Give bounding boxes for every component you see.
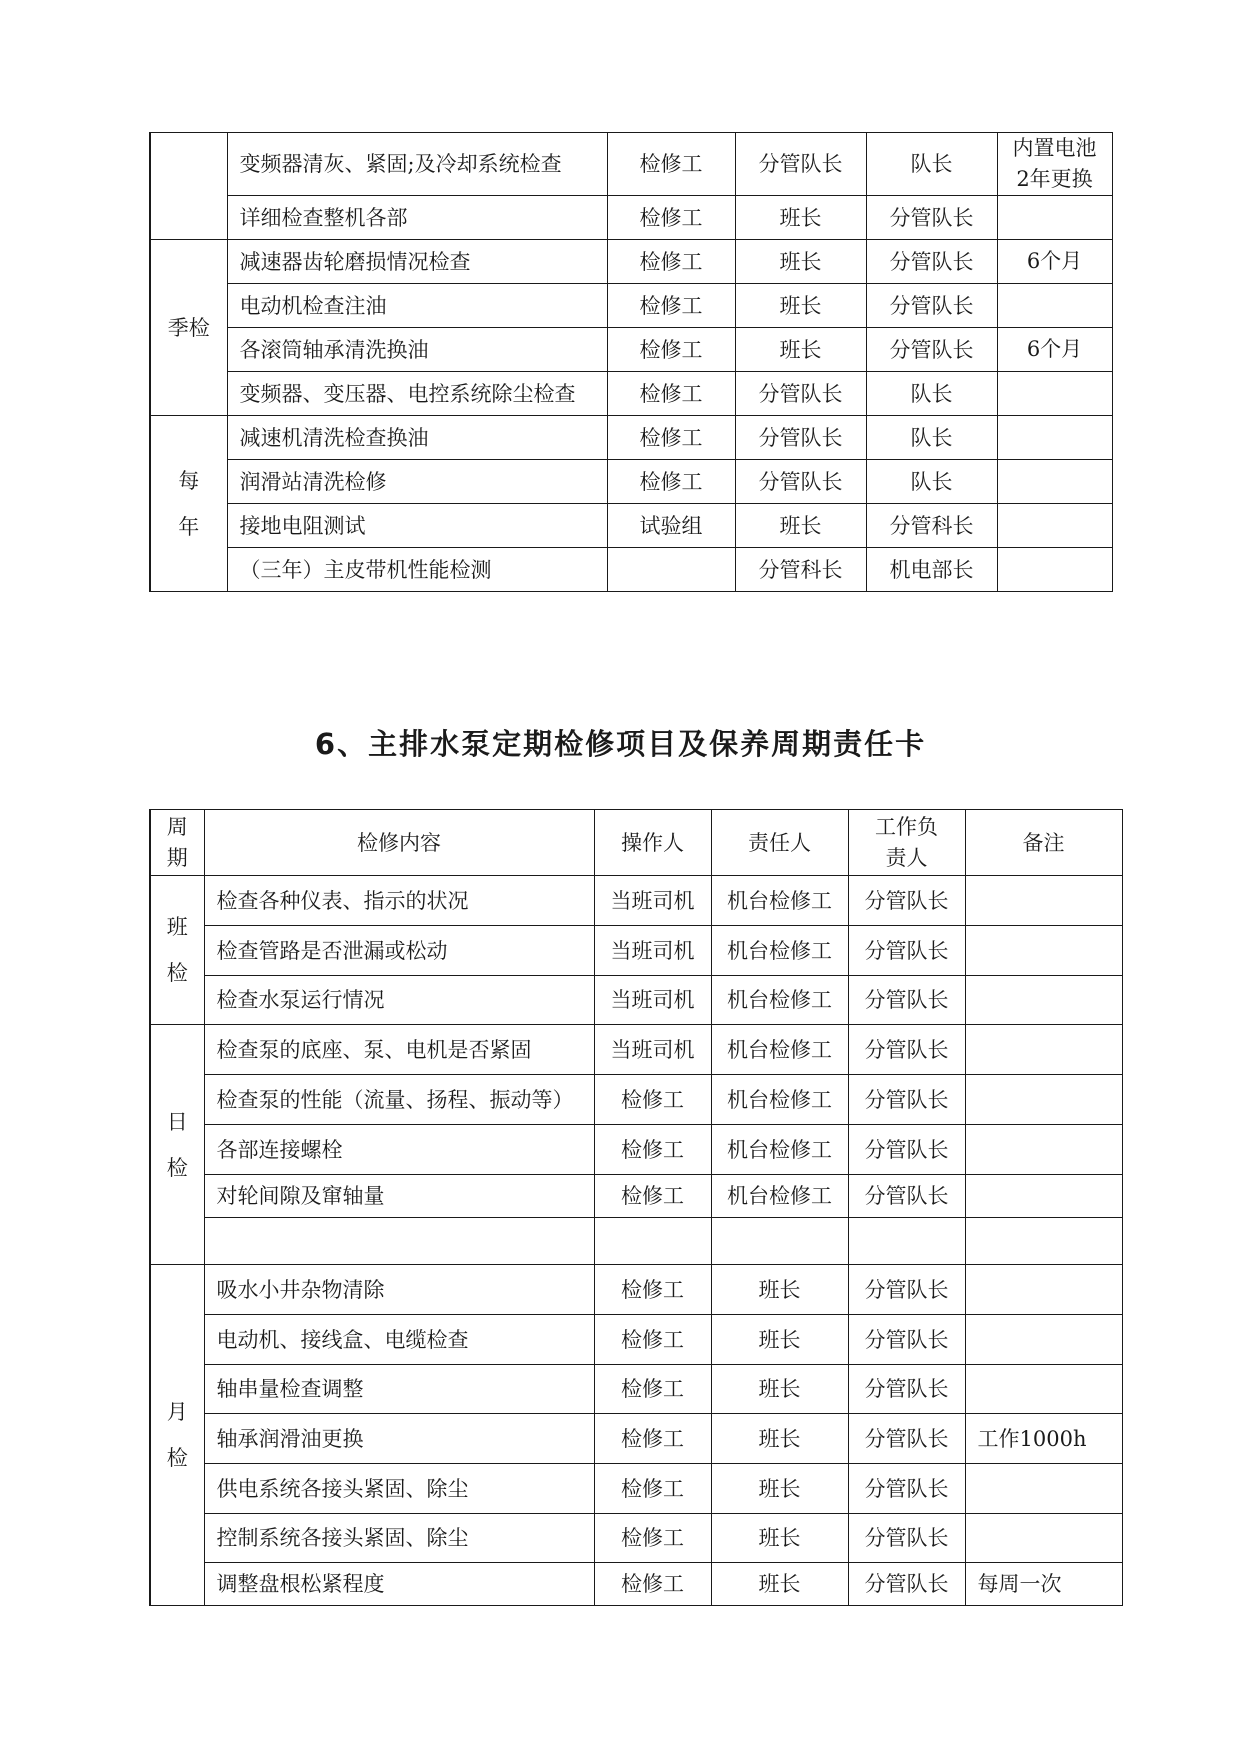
responsible-cell: 机台检修工 xyxy=(711,1075,848,1125)
table-row xyxy=(150,926,1122,976)
period-cell xyxy=(150,1265,204,1606)
note-line: 6个月 xyxy=(1026,249,1083,273)
note-cell xyxy=(965,1265,1122,1315)
table-row xyxy=(150,460,1112,504)
operator-cell: 试验组 xyxy=(607,504,735,548)
responsible-cell: 班长 xyxy=(735,240,866,284)
pump-maintenance-table xyxy=(149,809,1123,1606)
responsible-cell: 班长 xyxy=(711,1365,848,1414)
note-cell xyxy=(965,1175,1122,1218)
content-cell: 检查管路是否泄漏或松动 xyxy=(204,926,594,976)
content-cell: 变频器清灰、紧固;及冷却系统检查 xyxy=(227,133,607,196)
content-cell: 检查泵的底座、泵、电机是否紧固 xyxy=(204,1025,594,1075)
note-cell: 每周一次 xyxy=(965,1563,1122,1606)
period-cell xyxy=(150,240,227,416)
supervisor-cell: 分管科长 xyxy=(866,504,997,548)
supervisor-cell xyxy=(848,1218,965,1265)
operator-cell: 检修工 xyxy=(594,1414,711,1464)
supervisor-cell: 分管队长 xyxy=(848,1265,965,1315)
header-responsible: 责任人 xyxy=(711,810,848,876)
supervisor-cell: 分管队长 xyxy=(866,284,997,328)
period-label: 检 xyxy=(166,1446,188,1470)
note-cell xyxy=(997,328,1112,372)
responsible-cell: 班长 xyxy=(711,1315,848,1365)
supervisor-cell: 分管队长 xyxy=(848,1315,965,1365)
content-cell: 减速器齿轮磨损情况检查 xyxy=(227,240,607,284)
content-cell: 变频器、变压器、电控系统除尘检查 xyxy=(227,372,607,416)
content-cell: 润滑站清洗检修 xyxy=(227,460,607,504)
content-cell: 各部连接螺栓 xyxy=(204,1125,594,1175)
table-row xyxy=(150,1563,1122,1606)
note-cell xyxy=(965,1125,1122,1175)
section-title: 6、主排水泵定期检修项目及保养周期责任卡 xyxy=(314,727,927,761)
note-cell xyxy=(965,1218,1122,1265)
operator-cell: 检修工 xyxy=(607,284,735,328)
operator-cell xyxy=(594,1218,711,1265)
content-cell: 检查水泵运行情况 xyxy=(204,976,594,1025)
period-cell xyxy=(150,1025,204,1265)
supervisor-cell: 队长 xyxy=(866,460,997,504)
note-cell xyxy=(997,240,1112,284)
operator-cell xyxy=(607,548,735,592)
content-cell: 详细检查整机各部 xyxy=(227,196,607,240)
responsible-cell: 机台检修工 xyxy=(711,1125,848,1175)
responsible-cell: 班长 xyxy=(711,1414,848,1464)
supervisor-cell: 队长 xyxy=(866,416,997,460)
note-line: 内置电池 xyxy=(1012,136,1097,160)
note-cell xyxy=(965,1464,1122,1514)
responsible-cell: 分管队长 xyxy=(735,133,866,196)
operator-cell: 检修工 xyxy=(594,1315,711,1365)
supervisor-cell: 分管队长 xyxy=(848,1125,965,1175)
note-cell xyxy=(997,504,1112,548)
table-row xyxy=(150,1464,1122,1514)
table-row xyxy=(150,1265,1122,1315)
period-cell xyxy=(150,133,227,240)
supervisor-cell: 分管队长 xyxy=(848,876,965,926)
table-row xyxy=(150,976,1122,1025)
period-label: 年 xyxy=(178,514,200,539)
table-row xyxy=(150,416,1112,460)
content-cell: 减速机清洗检查换油 xyxy=(227,416,607,460)
content-cell: 检查泵的性能（流量、扬程、振动等） xyxy=(204,1075,594,1125)
table-row xyxy=(150,328,1112,372)
table-row xyxy=(150,1414,1122,1464)
period-label: 每 xyxy=(178,468,200,493)
operator-cell: 当班司机 xyxy=(594,976,711,1025)
content-cell: 调整盘根松紧程度 xyxy=(204,1563,594,1606)
period-label: 日 xyxy=(166,1109,188,1134)
content-cell: 轴承润滑油更换 xyxy=(204,1414,594,1464)
table-row xyxy=(150,240,1112,284)
responsible-cell: 班长 xyxy=(711,1464,848,1514)
operator-cell: 检修工 xyxy=(594,1175,711,1218)
responsible-cell: 班长 xyxy=(735,196,866,240)
operator-cell: 检修工 xyxy=(594,1075,711,1125)
operator-cell: 当班司机 xyxy=(594,876,711,926)
supervisor-cell: 队长 xyxy=(866,372,997,416)
table-row xyxy=(150,372,1112,416)
content-cell: 吸水小井杂物清除 xyxy=(204,1265,594,1315)
operator-cell: 检修工 xyxy=(594,1563,711,1606)
operator-cell: 当班司机 xyxy=(594,1025,711,1075)
table-row xyxy=(150,1075,1122,1125)
table-row xyxy=(150,876,1122,926)
supervisor-cell: 机电部长 xyxy=(866,548,997,592)
header-period-char: 周 xyxy=(166,814,188,839)
table-row xyxy=(150,196,1112,240)
content-cell: 对轮间隙及窜轴量 xyxy=(204,1175,594,1218)
operator-cell: 当班司机 xyxy=(594,926,711,976)
header-note: 备注 xyxy=(965,810,1122,876)
note-cell xyxy=(965,1365,1122,1414)
table-header-row xyxy=(150,810,1122,876)
header-content: 检修内容 xyxy=(204,810,594,876)
responsible-cell: 班长 xyxy=(735,328,866,372)
header-supervisor-line: 工作负 xyxy=(875,814,938,839)
note-cell xyxy=(965,876,1122,926)
table-row xyxy=(150,1514,1122,1563)
supervisor-cell: 分管队长 xyxy=(848,1464,965,1514)
table-row xyxy=(150,133,1112,196)
responsible-cell: 机台检修工 xyxy=(711,1175,848,1218)
operator-cell: 检修工 xyxy=(594,1265,711,1315)
period-cell xyxy=(150,876,204,1025)
responsible-cell xyxy=(711,1218,848,1265)
maintenance-table-continued xyxy=(149,132,1113,592)
operator-cell: 检修工 xyxy=(594,1514,711,1563)
supervisor-cell: 分管队长 xyxy=(848,1075,965,1125)
note-cell xyxy=(965,1075,1122,1125)
note-cell xyxy=(965,926,1122,976)
operator-cell: 检修工 xyxy=(594,1125,711,1175)
content-cell: 检查各种仪表、指示的状况 xyxy=(204,876,594,926)
responsible-cell: 机台检修工 xyxy=(711,1025,848,1075)
operator-cell: 检修工 xyxy=(607,372,735,416)
period-label: 检 xyxy=(166,961,188,985)
supervisor-cell: 分管队长 xyxy=(848,1365,965,1414)
responsible-cell: 班长 xyxy=(735,504,866,548)
note-line: 6个月 xyxy=(1026,337,1083,361)
table-row xyxy=(150,1125,1122,1175)
note-cell xyxy=(997,548,1112,592)
note-cell xyxy=(965,1315,1122,1365)
supervisor-cell: 分管队长 xyxy=(848,1414,965,1464)
note-cell xyxy=(997,133,1112,196)
supervisor-cell: 分管队长 xyxy=(848,926,965,976)
note-cell xyxy=(997,284,1112,328)
content-cell: 控制系统各接头紧固、除尘 xyxy=(204,1514,594,1563)
responsible-cell: 班长 xyxy=(711,1563,848,1606)
content-cell: （三年）主皮带机性能检测 xyxy=(227,548,607,592)
table-row xyxy=(150,1175,1122,1218)
period-label: 班 xyxy=(166,915,188,939)
table-row xyxy=(150,1025,1122,1075)
table-row xyxy=(150,1315,1122,1365)
content-cell: 接地电阻测试 xyxy=(227,504,607,548)
operator-cell: 检修工 xyxy=(607,460,735,504)
table-row xyxy=(150,548,1112,592)
supervisor-cell: 分管队长 xyxy=(866,328,997,372)
note-line: 2年更换 xyxy=(1016,167,1093,191)
responsible-cell: 分管队长 xyxy=(735,416,866,460)
responsible-cell: 分管科长 xyxy=(735,548,866,592)
operator-cell: 检修工 xyxy=(607,328,735,372)
table-row xyxy=(150,1365,1122,1414)
supervisor-cell: 分管队长 xyxy=(866,240,997,284)
operator-cell: 检修工 xyxy=(607,240,735,284)
table-row xyxy=(150,284,1112,328)
note-cell xyxy=(965,976,1122,1025)
header-period xyxy=(150,810,204,876)
content-cell xyxy=(204,1218,594,1265)
header-period-char: 期 xyxy=(166,845,188,870)
note-cell xyxy=(997,460,1112,504)
supervisor-cell: 分管队长 xyxy=(848,1025,965,1075)
note-cell xyxy=(965,1514,1122,1563)
content-cell: 供电系统各接头紧固、除尘 xyxy=(204,1464,594,1514)
responsible-cell: 分管队长 xyxy=(735,460,866,504)
responsible-cell: 班长 xyxy=(735,284,866,328)
supervisor-cell: 分管队长 xyxy=(848,1175,965,1218)
responsible-cell: 班长 xyxy=(711,1514,848,1563)
period-label: 月 xyxy=(166,1400,188,1424)
operator-cell: 检修工 xyxy=(594,1464,711,1514)
content-cell: 电动机、接线盒、电缆检查 xyxy=(204,1315,594,1365)
supervisor-cell: 分管队长 xyxy=(848,976,965,1025)
supervisor-cell: 分管队长 xyxy=(866,196,997,240)
table-row xyxy=(150,504,1112,548)
operator-cell: 检修工 xyxy=(594,1365,711,1414)
period-cell xyxy=(150,416,227,592)
note-cell xyxy=(997,372,1112,416)
table-row xyxy=(150,1218,1122,1265)
responsible-cell: 分管队长 xyxy=(735,372,866,416)
supervisor-cell: 队长 xyxy=(866,133,997,196)
header-supervisor-line: 责人 xyxy=(885,845,928,870)
note-cell xyxy=(965,1025,1122,1075)
supervisor-cell: 分管队长 xyxy=(848,1563,965,1606)
content-cell: 各滚筒轴承清洗换油 xyxy=(227,328,607,372)
content-cell: 电动机检查注油 xyxy=(227,284,607,328)
operator-cell: 检修工 xyxy=(607,133,735,196)
header-supervisor xyxy=(848,810,965,876)
content-cell: 轴串量检查调整 xyxy=(204,1365,594,1414)
header-operator: 操作人 xyxy=(594,810,711,876)
responsible-cell: 机台检修工 xyxy=(711,926,848,976)
note-cell: 工作1000h xyxy=(965,1414,1122,1464)
responsible-cell: 机台检修工 xyxy=(711,976,848,1025)
operator-cell: 检修工 xyxy=(607,196,735,240)
period-label: 季检 xyxy=(167,315,210,340)
responsible-cell: 班长 xyxy=(711,1265,848,1315)
note-cell xyxy=(997,196,1112,240)
operator-cell: 检修工 xyxy=(607,416,735,460)
supervisor-cell: 分管队长 xyxy=(848,1514,965,1563)
responsible-cell: 机台检修工 xyxy=(711,876,848,926)
note-cell xyxy=(997,416,1112,460)
period-label: 检 xyxy=(166,1155,188,1180)
